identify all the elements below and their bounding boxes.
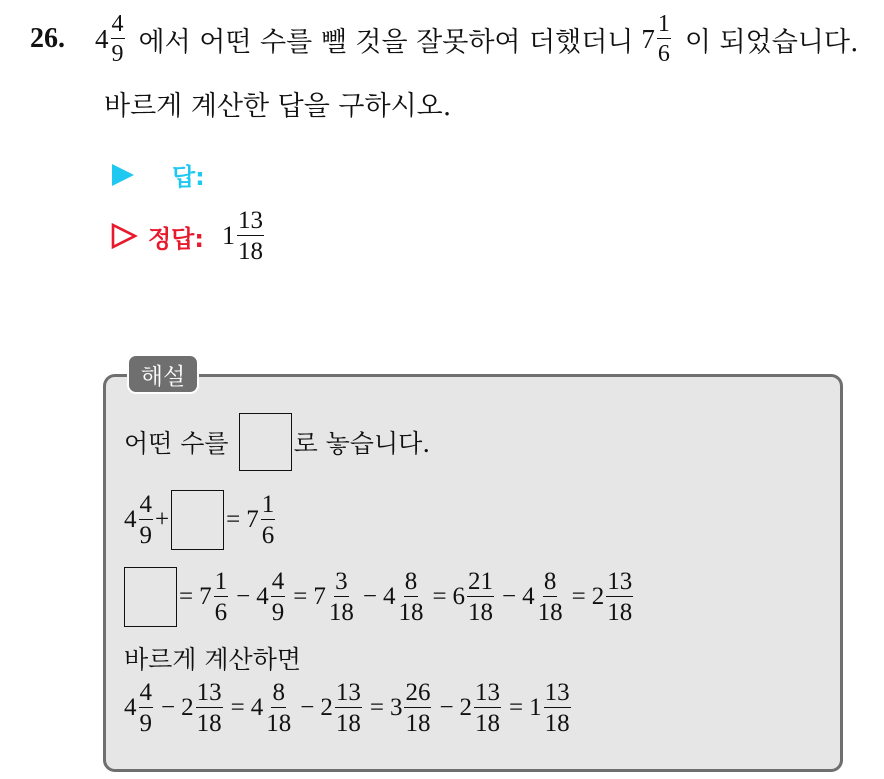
correct-answer-label: 정답: [148, 224, 204, 253]
fraction: $\frac{1}{6}$ [657, 11, 670, 67]
question-line-1 [30, 12, 859, 66]
fraction: $\frac{13}{18}$ [335, 679, 361, 737]
fraction: $\frac{26}{18}$ [405, 679, 431, 737]
outline-arrow-icon [110, 222, 138, 250]
fraction: $\frac{1}{6}$ [214, 568, 228, 626]
explanation-text: 어떤 수를 [124, 429, 229, 458]
fraction: $\frac{8}{18}$ [266, 679, 292, 737]
fraction: $\frac{4}{9}$ [271, 568, 285, 626]
unknown-box [239, 413, 292, 471]
fraction: $\frac{8}{18}$ [398, 568, 424, 626]
fraction: $\frac{4}{9}$ [139, 679, 152, 737]
mixed-number-whole: 4 [95, 23, 109, 54]
explanation-tab: 해설 [127, 354, 199, 394]
fraction: $\frac{13}{18}$ [544, 679, 570, 737]
fraction: $\frac{1}{6}$ [261, 491, 275, 549]
question-line-2: 바르게 계산한 답을 구하시오. [104, 91, 452, 122]
explanation-line-4: 바르게 계산하면 [124, 645, 301, 674]
correct-answer-row [110, 208, 266, 264]
equation-3: 4 $\frac{4}{9}$ − 2 $\frac{13}{18}$ = 4 $\frac{8}{18}$ − 2 $\frac{13}{18}$ = 3 $\frac{26}{18}$ − 2 $\frac{13}{18}$ = 1 $\frac{13}{18}$ [124, 679, 570, 737]
answer-label: 답: [172, 163, 205, 191]
unknown-box [171, 490, 224, 550]
fraction: $\frac{4}{9}$ [111, 11, 124, 67]
explanation-line-1 [124, 413, 430, 471]
fraction: $\frac{8}{18}$ [537, 568, 563, 626]
question-number: 26. [30, 23, 65, 54]
fraction: $\frac{4}{9}$ [139, 491, 152, 549]
fraction: $\frac{21}{18}$ [468, 568, 494, 626]
question-text: 이 되었습니다. [684, 26, 859, 58]
fraction: $\frac{13}{18}$ [475, 679, 501, 737]
fraction: $\frac{13}{18}$ [607, 568, 633, 626]
unknown-box [124, 567, 177, 627]
equation-2: = 7 $\frac{1}{6}$ − 4 $\frac{4}{9}$ = 7 $\frac{3}{18}$ − 4 $\frac{8}{18}$ = 6 $\frac{21}{18}$ − 4 $\frac{8}{18}$ = 2 $\frac{13}{18}$ [124, 567, 635, 627]
fraction: $\frac{13}{18}$ [196, 679, 222, 737]
answer-row [110, 157, 205, 192]
answer-whole: 1 [221, 221, 235, 250]
question-text: 에서 어떤 수를 뺄 것을 잘못하여 더했더니 [138, 26, 634, 58]
fraction: $\frac{3}{18}$ [328, 568, 354, 626]
answer-fraction: $\frac{13}{18}$ [237, 207, 263, 265]
explanation-text: 로 놓습니다. [293, 429, 431, 458]
mixed-number-whole: 7 [641, 23, 655, 54]
play-arrow-icon [110, 162, 136, 188]
equation-1: 4 $\frac{4}{9}$ + = 7 $\frac{1}{6}$ [124, 491, 275, 549]
